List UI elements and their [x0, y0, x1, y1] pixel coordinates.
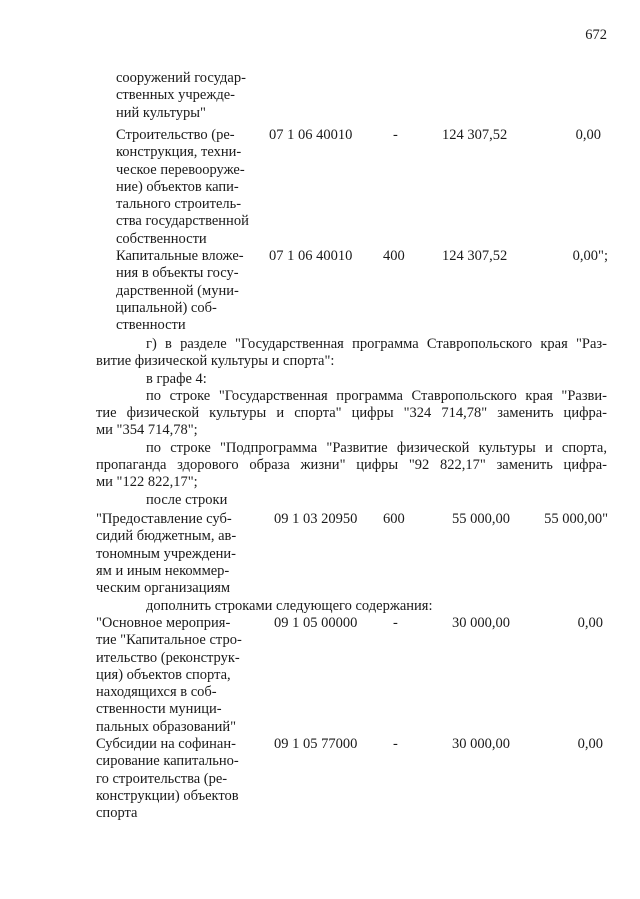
row-sum-1: 30 000,00	[452, 736, 510, 752]
row-type: -	[393, 615, 398, 631]
row-code: 09 1 03 20950	[274, 511, 358, 527]
paragraph-line: по строке "Государственная программа Ставропольского края "Разви-	[146, 388, 607, 404]
paragraph-line: ми "354 714,78";	[96, 422, 198, 438]
name-line: дарственной (муни-	[116, 282, 239, 299]
paragraph-line: пропаганда здорового образа жизни" цифры "92 822,17" заменить цифра-	[96, 457, 607, 473]
page-number: 672	[585, 27, 607, 43]
name-line: го строительства (ре-	[96, 770, 228, 787]
name-line: ственных учрежде-	[116, 87, 235, 104]
row-name	[96, 511, 236, 597]
name-line: тие "Капитальное стро-	[96, 632, 242, 649]
paragraph-line: по строке "Подпрограмма "Развитие физической культуры и спорта,	[146, 440, 607, 456]
name-line: Строительство (ре-	[116, 127, 235, 143]
name-line: конструкции) объектов	[96, 787, 239, 804]
paragraph-line: витие физической культуры и спорта":	[96, 353, 335, 369]
name-line: ческое перевооруже-	[116, 161, 245, 178]
name-line: сидий бюджетным, ав-	[96, 528, 237, 545]
name-line: ние) объектов капи-	[116, 178, 239, 195]
row-sum-1: 30 000,00	[452, 615, 510, 631]
row-name	[96, 615, 242, 736]
paragraph-line: ми "122 822,17";	[96, 474, 198, 490]
row-type: -	[393, 127, 398, 143]
name-line: "Основное мероприя-	[96, 615, 231, 631]
name-line: Капитальные вложе-	[116, 248, 244, 264]
row-sum-1: 55 000,00	[452, 511, 510, 527]
row-type: 600	[383, 511, 405, 527]
name-line: тального строитель-	[116, 196, 242, 213]
paragraph-line: дополнить строками следующего содержания:	[146, 598, 433, 614]
row-sum-1: 124 307,52	[442, 248, 508, 264]
row-type: 400	[383, 248, 405, 264]
name-line: находящихся в соб-	[96, 684, 217, 701]
row-code: 07 1 06 40010	[269, 248, 353, 264]
name-line: ципальной) соб-	[116, 299, 217, 316]
name-line: ния в объекты госу-	[116, 265, 239, 282]
name-line: собственности	[116, 230, 207, 247]
row-sum-2: 0,00	[577, 615, 603, 631]
paragraph-line: после строки	[146, 492, 228, 508]
name-line: Субсидии на софинан-	[96, 736, 236, 752]
paragraph-line: г) в разделе "Государственная программа Ставропольского края "Раз-	[146, 336, 607, 352]
name-line: ства государственной	[116, 213, 249, 230]
name-line: ческим организациям	[96, 580, 231, 597]
name-line: конструкция, техни-	[116, 144, 242, 161]
name-line: пальных образований"	[96, 718, 237, 735]
row-sum-1: 124 307,52	[442, 127, 508, 143]
row-name	[96, 736, 239, 822]
row-code: 07 1 06 40010	[269, 127, 353, 143]
paragraph-line: в графе 4:	[146, 371, 207, 387]
row-name	[116, 70, 246, 122]
paragraph-line: тие физической культуры и спорта" цифры "324 714,78" заменить цифра-	[96, 405, 607, 421]
name-line: спорта	[96, 805, 138, 822]
name-line: ственности	[116, 317, 186, 334]
row-sum-2: 0,00	[577, 736, 603, 752]
row-code: 09 1 05 77000	[274, 736, 358, 752]
row-name	[116, 127, 249, 248]
name-line: ция) объектов спорта,	[96, 666, 231, 683]
name-line: сирование капитально-	[96, 753, 239, 770]
row-name	[116, 248, 244, 334]
name-line: ственности муници-	[96, 701, 222, 718]
row-type: -	[393, 736, 398, 752]
name-line: тономным учреждени-	[96, 545, 237, 562]
name-line: ний культуры"	[116, 104, 206, 121]
name-line: "Предоставление суб-	[96, 511, 232, 527]
name-line: сооружений государ-	[116, 70, 246, 86]
row-sum-2: 0,00";	[572, 248, 608, 264]
row-sum-2: 0,00	[575, 127, 601, 143]
name-line: ям и иным некоммер-	[96, 562, 230, 579]
name-line: ительство (реконструк-	[96, 649, 240, 666]
row-code: 09 1 05 00000	[274, 615, 358, 631]
row-sum-2: 55 000,00"	[544, 511, 608, 527]
